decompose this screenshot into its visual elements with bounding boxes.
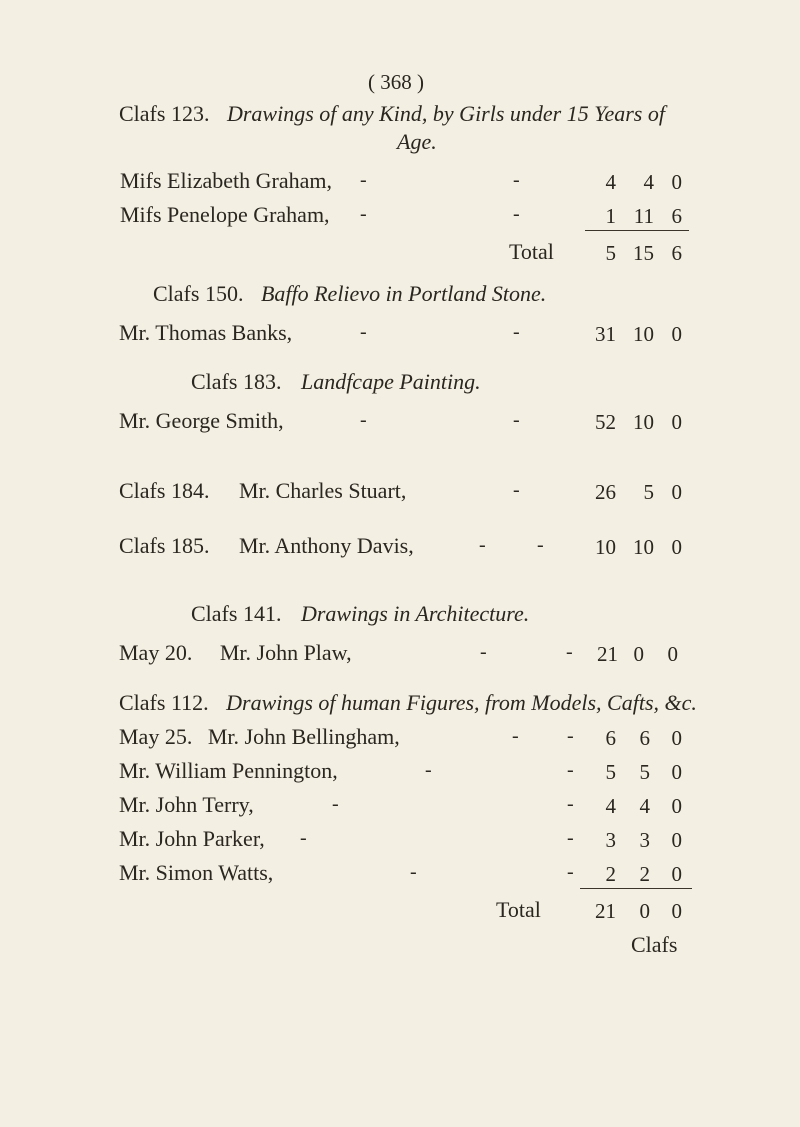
catchword: Clafs: [631, 932, 678, 957]
pounds-value: 3: [605, 828, 616, 852]
entry-name: Mr. John Terry,: [119, 792, 254, 817]
class-123-heading: [119, 100, 665, 128]
entry-name: Mr. John Plaw,: [219, 640, 352, 665]
pence-value: 0: [671, 828, 682, 852]
shillings-value: 6: [639, 726, 650, 750]
dash: -: [332, 793, 339, 815]
pounds-value: 26: [595, 480, 616, 504]
entry-date: May 20.: [119, 640, 193, 665]
shillings-value: 10: [633, 322, 654, 346]
dash: -: [537, 534, 544, 556]
pence-value: 0: [671, 480, 682, 504]
pounds-value: 6: [605, 726, 616, 750]
dash: -: [513, 479, 520, 501]
shillings-value: 10: [633, 535, 654, 559]
page-number: ( 368 ): [368, 70, 424, 94]
class-141-heading: [191, 600, 529, 628]
shillings-value: 11: [633, 204, 654, 228]
class-title: Drawings of any Kind, by Girls under 15 Years of: [226, 101, 665, 126]
dash: -: [566, 641, 573, 663]
class-label: Clafs 183.: [191, 369, 282, 394]
pounds-value: 5: [605, 760, 616, 784]
class-label: Clafs 123.: [119, 101, 210, 126]
pence-value: 0: [671, 170, 682, 194]
pence-value: 0: [671, 410, 682, 434]
pence-value: 0: [671, 862, 682, 886]
pounds-value: 4: [605, 170, 616, 194]
pence-value: 0: [671, 726, 682, 750]
total-label: Total: [509, 239, 554, 264]
shillings-total: 15: [633, 241, 654, 265]
class-title-continued: Age.: [397, 129, 437, 154]
shillings-value: 5: [639, 760, 650, 784]
dash: -: [567, 861, 574, 883]
shillings-value: 10: [633, 410, 654, 434]
class-184-entry: [119, 477, 406, 505]
dash: -: [513, 203, 520, 225]
entry-name: Mifs Penelope Graham,: [120, 202, 330, 227]
entry-name: Mr. Charles Stuart,: [238, 478, 407, 503]
class-label: Clafs 184.: [119, 478, 210, 503]
dash: -: [360, 203, 367, 225]
class-label: Clafs 112.: [119, 690, 209, 715]
entry-name: Mr. John Parker,: [119, 826, 265, 851]
entry-date: May 25.: [119, 724, 193, 749]
dash: -: [567, 725, 574, 747]
dash: -: [480, 641, 487, 663]
dash: -: [567, 759, 574, 781]
shillings-value: 0: [633, 642, 644, 666]
dash: -: [479, 534, 486, 556]
pounds-value: 1: [605, 204, 616, 228]
pence-value: 6: [671, 204, 682, 228]
pounds-value: 10: [595, 535, 616, 559]
sum-rule: [580, 888, 692, 889]
shillings-value: 4: [643, 170, 654, 194]
class-label: Clafs 141.: [191, 601, 282, 626]
dash: -: [513, 409, 520, 431]
shillings-total: 0: [639, 899, 650, 923]
pence-value: 0: [671, 760, 682, 784]
dash: -: [360, 321, 367, 343]
shillings-value: 5: [643, 480, 654, 504]
pence-total: 0: [671, 899, 682, 923]
dash: -: [513, 169, 520, 191]
class-183-heading: [191, 368, 481, 396]
entry-name: Mr. Anthony Davis,: [238, 533, 414, 558]
shillings-value: 2: [639, 862, 650, 886]
dash: -: [410, 861, 417, 883]
entry-row: [119, 723, 400, 751]
dash: -: [513, 321, 520, 343]
pounds-value: 52: [595, 410, 616, 434]
class-title: Drawings in Architecture.: [300, 601, 530, 626]
pounds-total: 5: [605, 241, 616, 265]
dash: -: [567, 793, 574, 815]
dash: -: [567, 827, 574, 849]
dash: -: [360, 169, 367, 191]
class-185-entry: [119, 532, 414, 560]
pounds-value: 21: [597, 642, 618, 666]
pounds-value: 31: [595, 322, 616, 346]
pounds-total: 21: [595, 899, 616, 923]
dash: -: [360, 409, 367, 431]
entry-name: Mr. John Bellingham,: [207, 724, 400, 749]
pounds-value: 4: [605, 794, 616, 818]
entry-name: Mr. George Smith,: [119, 408, 284, 433]
entry-name: Mr. William Pennington,: [119, 758, 338, 783]
class-title: Drawings of human Figures, from Models, Cafts, &c.: [226, 690, 697, 715]
entry-name: Mr. Simon Watts,: [119, 860, 274, 885]
pounds-value: 2: [605, 862, 616, 886]
pence-total: 6: [671, 241, 682, 265]
shillings-value: 3: [639, 828, 650, 852]
sum-rule: [585, 230, 689, 231]
shillings-value: 4: [639, 794, 650, 818]
total-label: Total: [496, 897, 541, 922]
dash: -: [300, 827, 307, 849]
class-150-heading: [153, 280, 546, 308]
dash: -: [425, 759, 432, 781]
pence-value: 0: [671, 794, 682, 818]
pence-value: 0: [667, 642, 678, 666]
class-label: Clafs 185.: [119, 533, 210, 558]
entry-row: [119, 639, 352, 667]
class-title: Landfcape Painting.: [300, 369, 481, 394]
dash: -: [512, 725, 519, 747]
class-112-heading: [119, 689, 697, 717]
class-label: Clafs 150.: [153, 281, 244, 306]
pence-value: 0: [671, 535, 682, 559]
entry-name: Mr. Thomas Banks,: [119, 320, 293, 345]
entry-name: Mifs Elizabeth Graham,: [120, 168, 332, 193]
class-title: Baffo Relievo in Portland Stone.: [260, 281, 547, 306]
pence-value: 0: [671, 322, 682, 346]
